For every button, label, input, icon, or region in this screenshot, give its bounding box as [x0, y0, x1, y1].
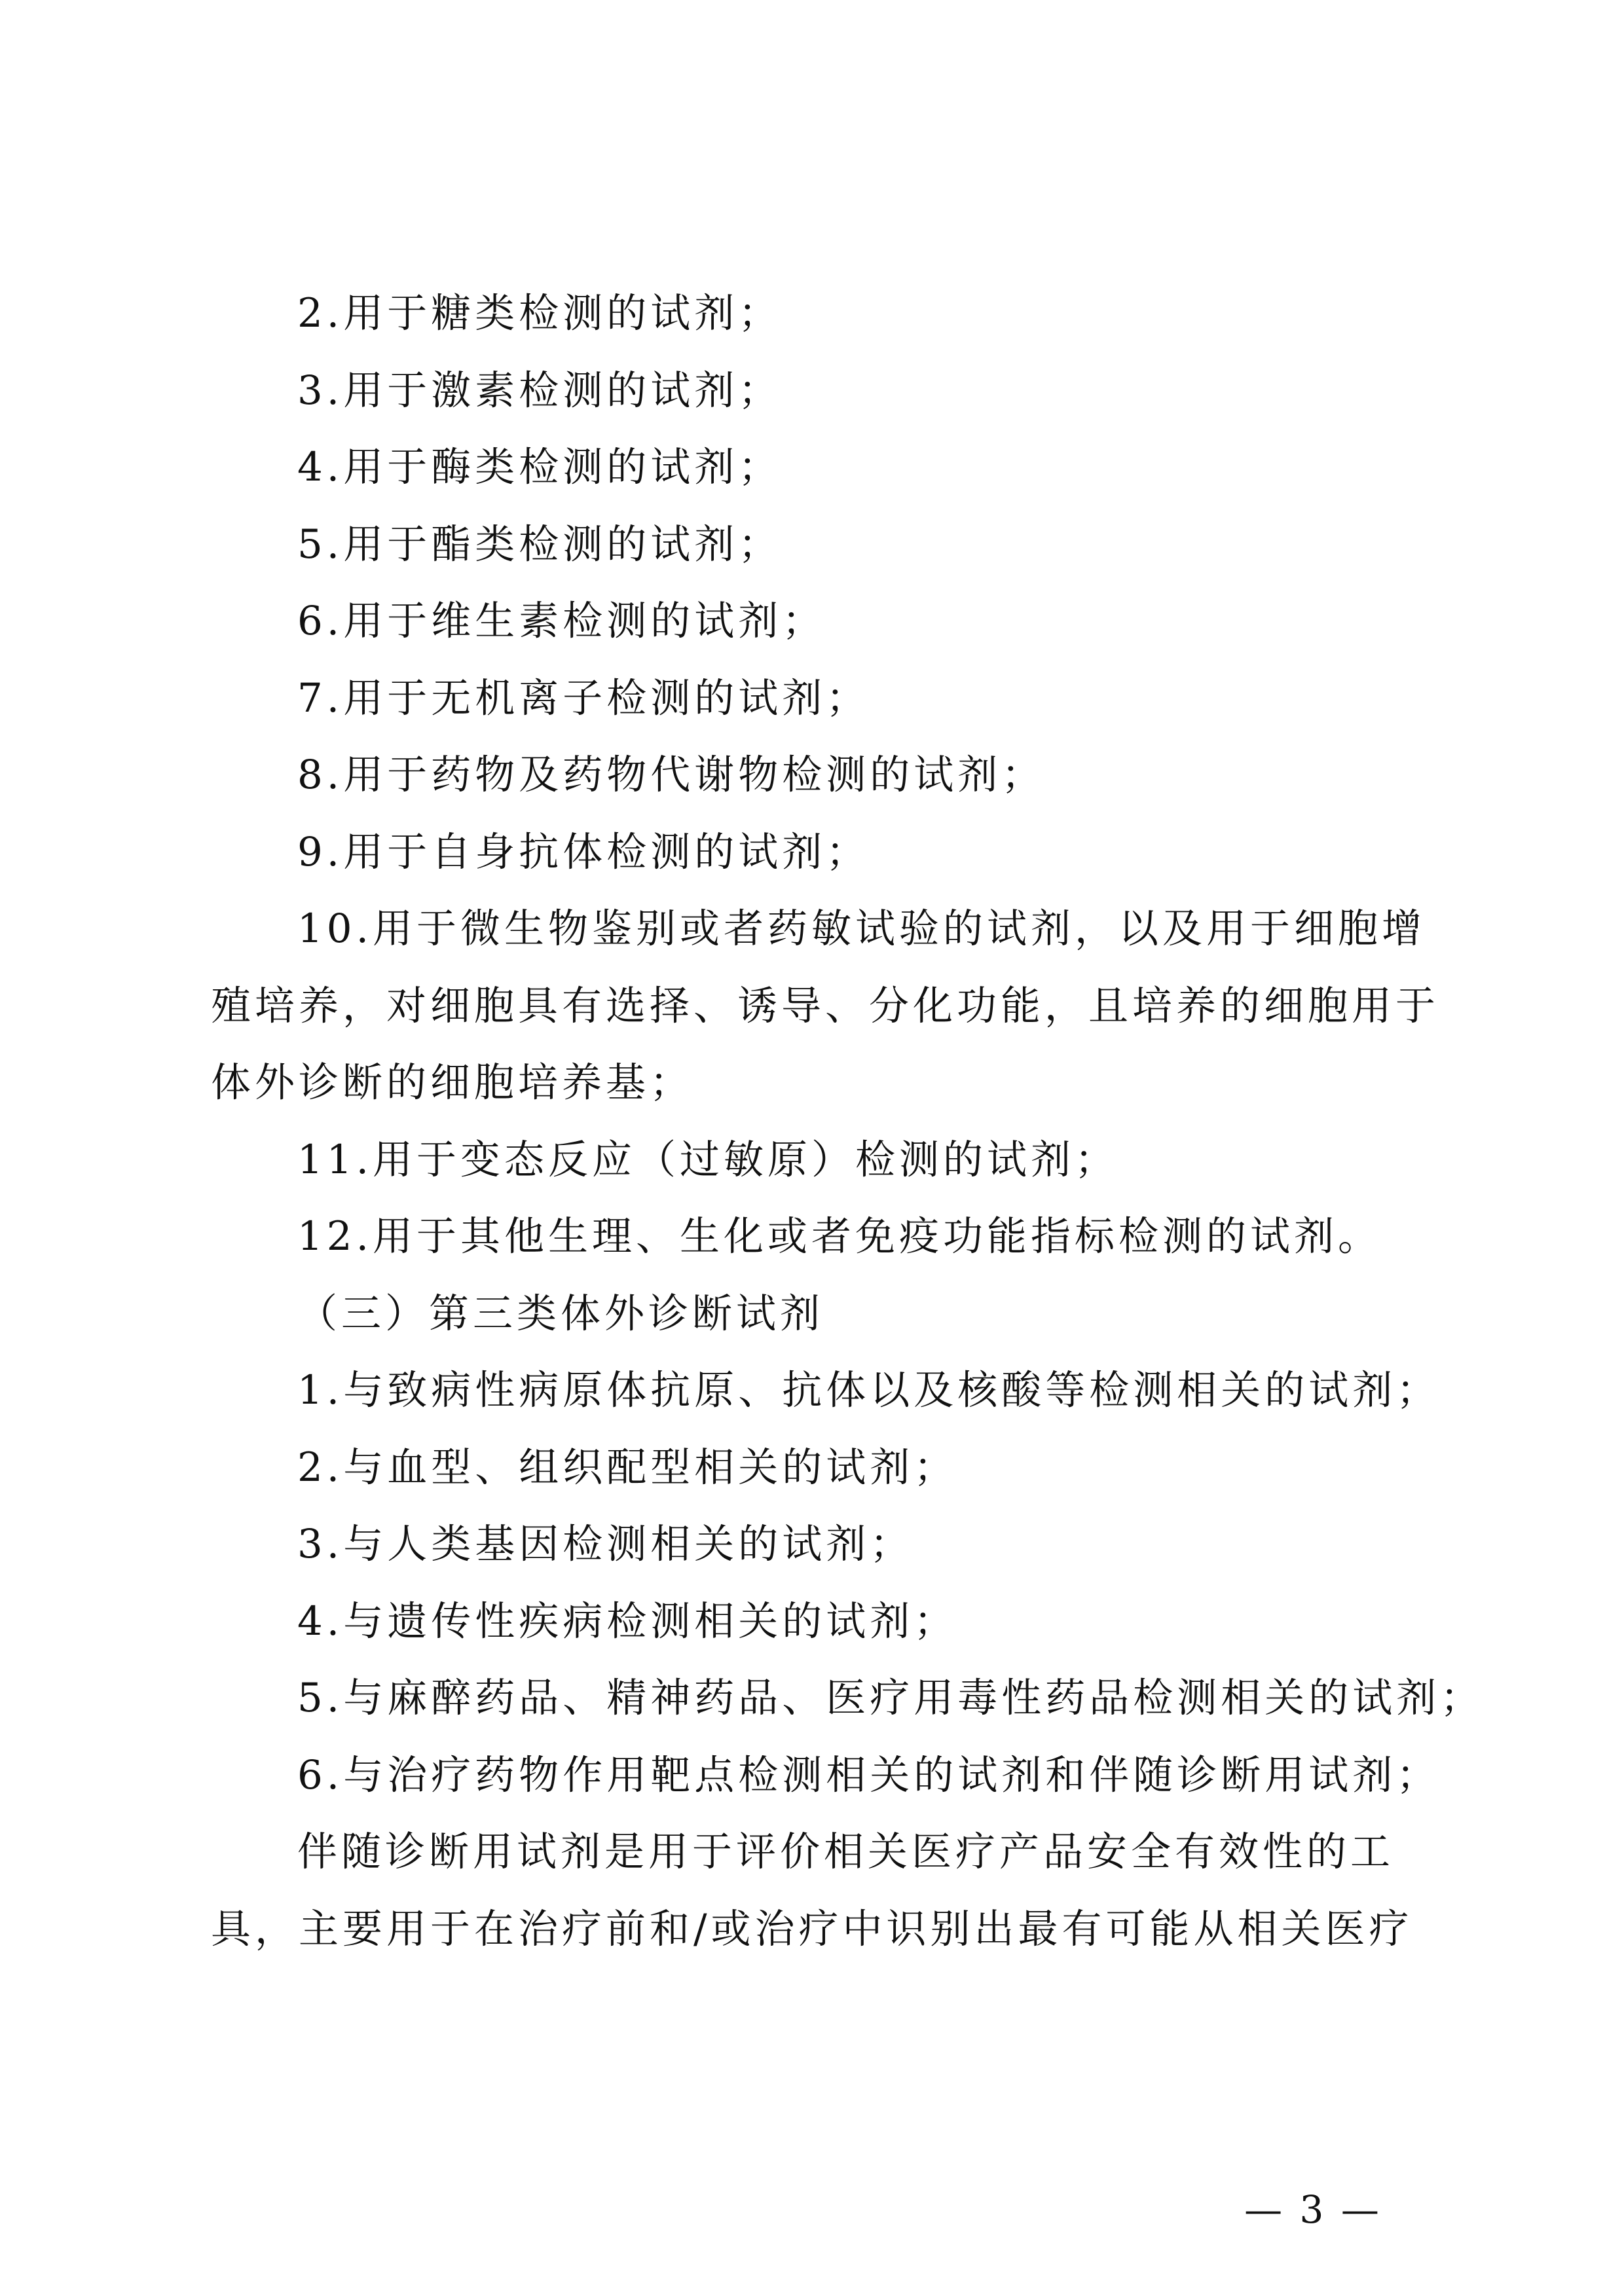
list-item: 11.用于变态反应（过敏原）检测的试剂；: [297, 1136, 1119, 1183]
list-item: 4.用于酶类检测的试剂；: [297, 444, 783, 490]
paragraph-continuation: 殖培养，对细胞具有选择、诱导、分化功能，且培养的细胞用于: [211, 982, 1440, 1029]
list-item: 7.用于无机离子检测的试剂；: [297, 674, 870, 721]
page-number: — 3 —: [1244, 2187, 1382, 2232]
paragraph-continuation: 具，主要用于在治疗前和/或治疗中识别出最有可能从相关医疗: [211, 1905, 1413, 1952]
list-item: 3.与人类基因检测相关的试剂；: [297, 1521, 914, 1567]
list-item: 2.与血型、组织配型相关的试剂；: [297, 1444, 958, 1491]
paragraph: 伴随诊断用试剂是用于评价相关医疗产品安全有效性的工: [297, 1829, 1395, 1875]
list-item: 1.与致病性病原体抗原、抗体以及核酸等检测相关的试剂；: [297, 1367, 1441, 1413]
document-body: [211, 275, 1485, 1967]
list-item: 2.用于糖类检测的试剂；: [297, 290, 783, 337]
list-item: 10.用于微生物鉴别或者药敏试验的试剂，以及用于细胞增: [297, 905, 1426, 952]
list-item: 3.用于激素检测的试剂；: [297, 367, 783, 414]
list-item: 9.用于自身抗体检测的试剂；: [297, 828, 870, 875]
section-heading: （三）第三类体外诊断试剂: [297, 1290, 824, 1337]
list-item: 6.用于维生素检测的试剂；: [297, 598, 826, 644]
list-item: 4.与遗传性疾病检测相关的试剂；: [297, 1597, 958, 1645]
list-item: 8.用于药物及药物代谢物检测的试剂；: [297, 752, 1046, 798]
paragraph-continuation: 体外诊断的细胞培养基；: [211, 1059, 694, 1106]
list-item: 5.与麻醉药品、精神药品、医疗用毒性药品检测相关的试剂；: [297, 1675, 1485, 1721]
list-item: 6.与治疗药物作用靶点检测相关的试剂和伴随诊断用试剂；: [297, 1751, 1441, 1798]
list-item: 5.用于酯类检测的试剂；: [297, 520, 783, 568]
list-item: 12.用于其他生理、生化或者免疫功能指标检测的试剂。: [297, 1213, 1382, 1260]
